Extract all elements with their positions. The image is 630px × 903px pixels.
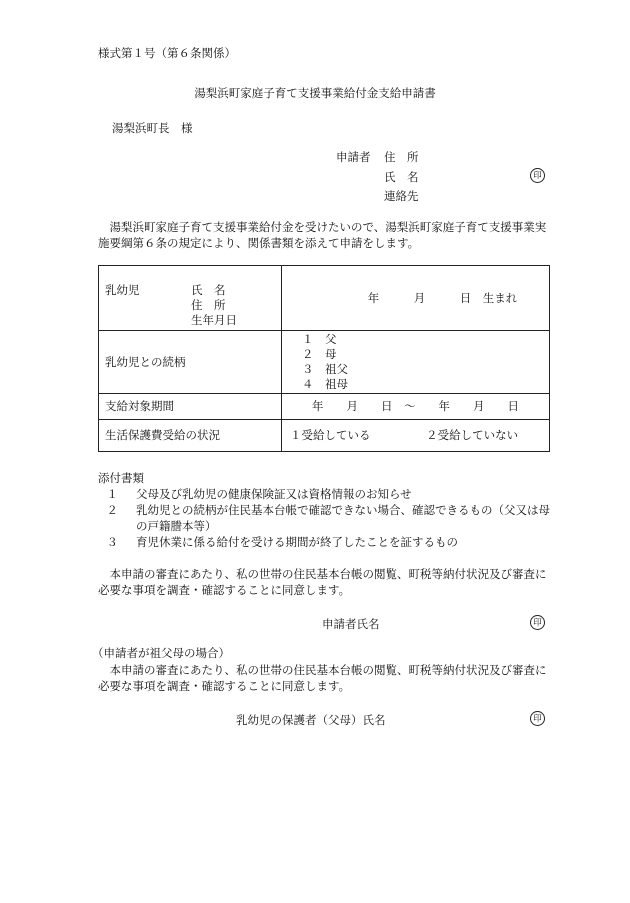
attachment-number: ３ [106,535,118,549]
infant-birthdate-label: 生年月日 [191,313,237,327]
list-item [98,534,558,550]
welfare-label: 生活保護費受給の状況 [99,420,282,452]
applicant-address-label: 住 所 [384,150,419,164]
attachment-text: 育児休業に係る給付を受ける期間が終了したことを証するもの [136,535,458,549]
addressee: 湯梨浜町長 様 [112,121,193,135]
relation-option-grandfather[interactable]: ３ 祖父 [302,362,348,376]
page-title: 湯梨浜町家庭子育て支援事業給付金支給申請書 [194,86,436,100]
consent-text-1: 本申請の審査にあたり、私の世帯の住民基本台帳の閲覧、町税等納付状況及び審査に必要な事項を調査・確認することに同意します。 [98,567,547,597]
relation-option-father[interactable]: １ 父 [302,332,337,346]
list-item [98,486,558,502]
birth-date-field[interactable] [282,266,550,331]
infant-cell [99,266,282,331]
relation-option-mother[interactable]: ２ 母 [302,347,337,361]
attachment-text: 乳幼児との続柄が住民基本台帳で確認できない場合、確認できるもの（父又は母の戸籍謄本等） [136,503,550,533]
table-row [99,420,550,452]
table-row [99,394,550,420]
welfare-option-receiving[interactable]: １受給している [290,428,371,442]
applicant-signature-label: 申請者氏名 [322,617,380,631]
guardian-signature-label: 乳幼児の保護者（父母）氏名 [236,713,386,727]
applicant-label: 申請者 [336,150,371,164]
seal-mark: 印 [530,168,545,183]
attachment-number: ２ [106,503,118,517]
infant-address-label: 住 所 [191,298,226,312]
infant-name-label: 氏 名 [191,283,226,297]
table-row [99,266,550,331]
attachment-text: 父母及び乳幼児の健康保険証又は資格情報のお知らせ [136,487,412,501]
welfare-options [282,420,550,452]
relation-label: 乳幼児との続柄 [99,331,282,394]
grandparent-note: （申請者が祖父母の場合） [92,646,230,660]
period-field[interactable] [282,394,550,420]
seal-mark: 印 [530,711,545,726]
relation-option-grandmother[interactable]: ４ 祖母 [302,377,348,391]
intro-text: 湯梨浜町家庭子育て支援事業給付金を受けたいので、湯梨浜町家庭子育て支援事業実施要綱第６条の規定により、関係書類を添えて申請をします。 [98,220,547,250]
welfare-option-not-receiving[interactable]: ２受給していない [426,428,519,442]
applicant-name-label: 氏 名 [384,170,419,184]
period-value: 年 月 日 ～ 年 月 日 [312,399,519,413]
attachment-number: １ [106,487,118,501]
seal-mark: 印 [530,615,545,630]
consent-text-2: 本申請の審査にあたり、私の世帯の住民基本台帳の閲覧、町税等納付状況及び審査に必要な事項を調査・確認することに同意します。 [98,663,547,693]
attachments-heading: 添付書類 [98,471,144,485]
table-row [99,331,550,394]
infant-label: 乳幼児 [105,283,140,297]
applicant-contact-label: 連絡先 [384,189,419,203]
birth-date-value: 年 月 日 生まれ [367,290,518,305]
relation-options [282,331,550,394]
form-number: 様式第１号（第６条関係） [98,46,236,60]
application-table [98,265,550,452]
period-label: 支給対象期間 [99,394,282,420]
attachments-list [98,486,558,550]
list-item [98,502,558,534]
